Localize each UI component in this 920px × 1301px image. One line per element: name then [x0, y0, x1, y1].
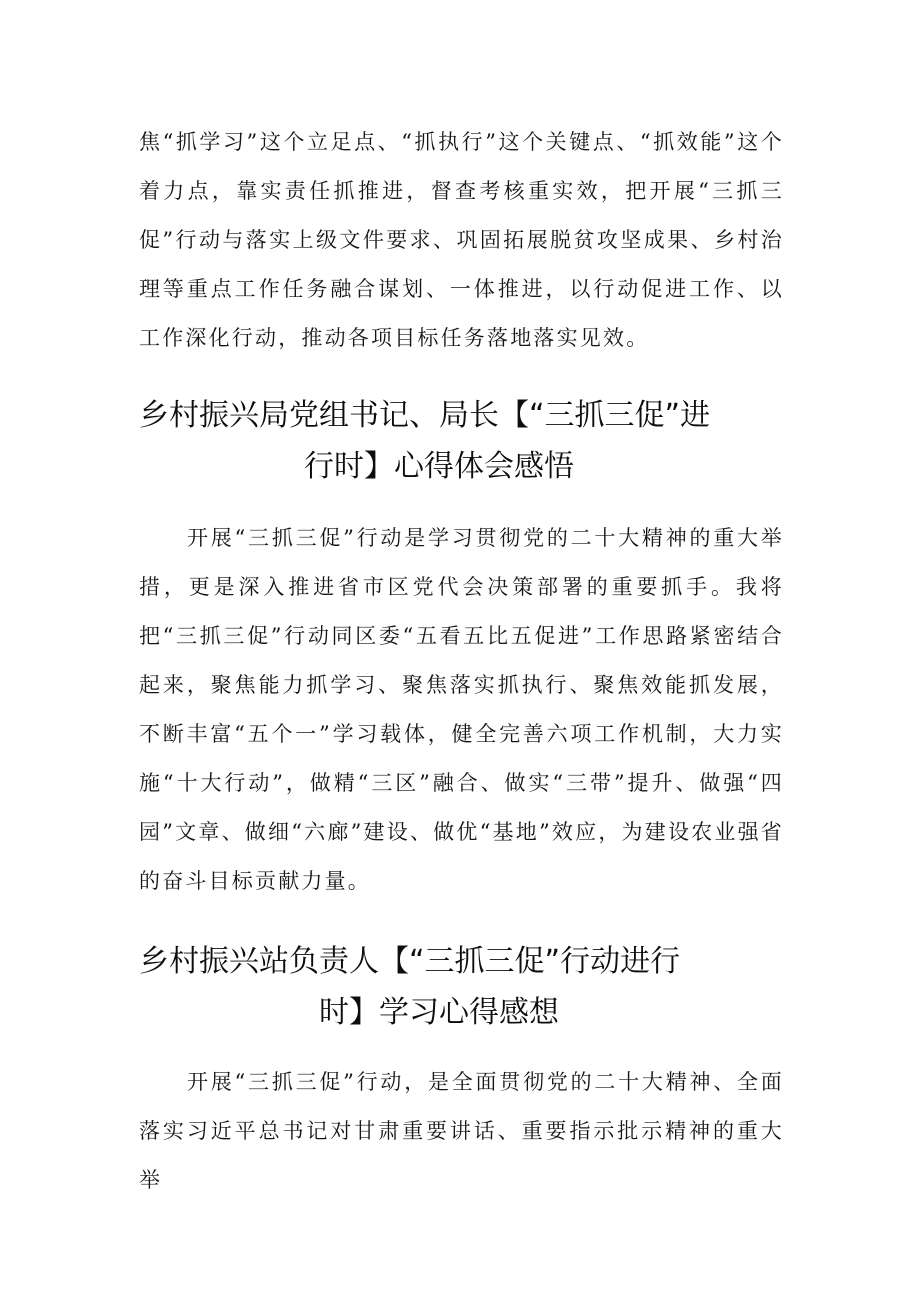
section-heading-2 — [139, 936, 839, 1038]
section-heading-2-line-2: 时】学习心得感想 — [319, 995, 559, 1030]
body-paragraph-3: 开展“三抓三促”行动，是全面贯彻党的二十大精神、全面落实习近平总书记对甘肃重要讲话、重要指示批示精神的重大举 — [139, 1070, 784, 1192]
section-heading-1-line-1: 乡村振兴局党组书记、局长【“三抓三促”进 — [139, 398, 711, 433]
section-heading-2-line-1: 乡村振兴站负责人【“三抓三促”行动进行 — [139, 944, 681, 979]
section-heading-1-line-2: 行时】心得体会感悟 — [304, 449, 574, 484]
body-paragraph-2: 开展“三抓三促”行动是学习贯彻党的二十大精神的重大举措，更是深入推进省市区党代会决策部署的重要抓手。我将把“三抓三促”行动同区委“五看五比五促进”工作思路紧密结合起来，聚焦能力抓学习、聚焦落实抓执行、聚焦效能抓发展，不断丰富“五个一”学习载体，健全完善六项工作机制，大力实施“十大行动”，做精“三区”融合、做实“三带”提升、做强“四园”文章、做细“六廊”建设、做优“基地”效应，为建设农业强省的奋斗目标贡献力量。 — [139, 526, 784, 893]
section-heading-1 — [139, 390, 839, 492]
body-paragraph-1: 焦“抓学习”这个立足点、“抓执行”这个关键点、“抓效能”这个着力点，靠实责任抓推进，督查考核重实效，把开展“三抓三促”行动与落实上级文件要求、巩固拓展脱贫攻坚成果、乡村治理等重点工作任务融合谋划、一体推进，以行动促进工作、以工作深化行动，推动各项目标任务落地落实见效。 — [139, 130, 784, 350]
